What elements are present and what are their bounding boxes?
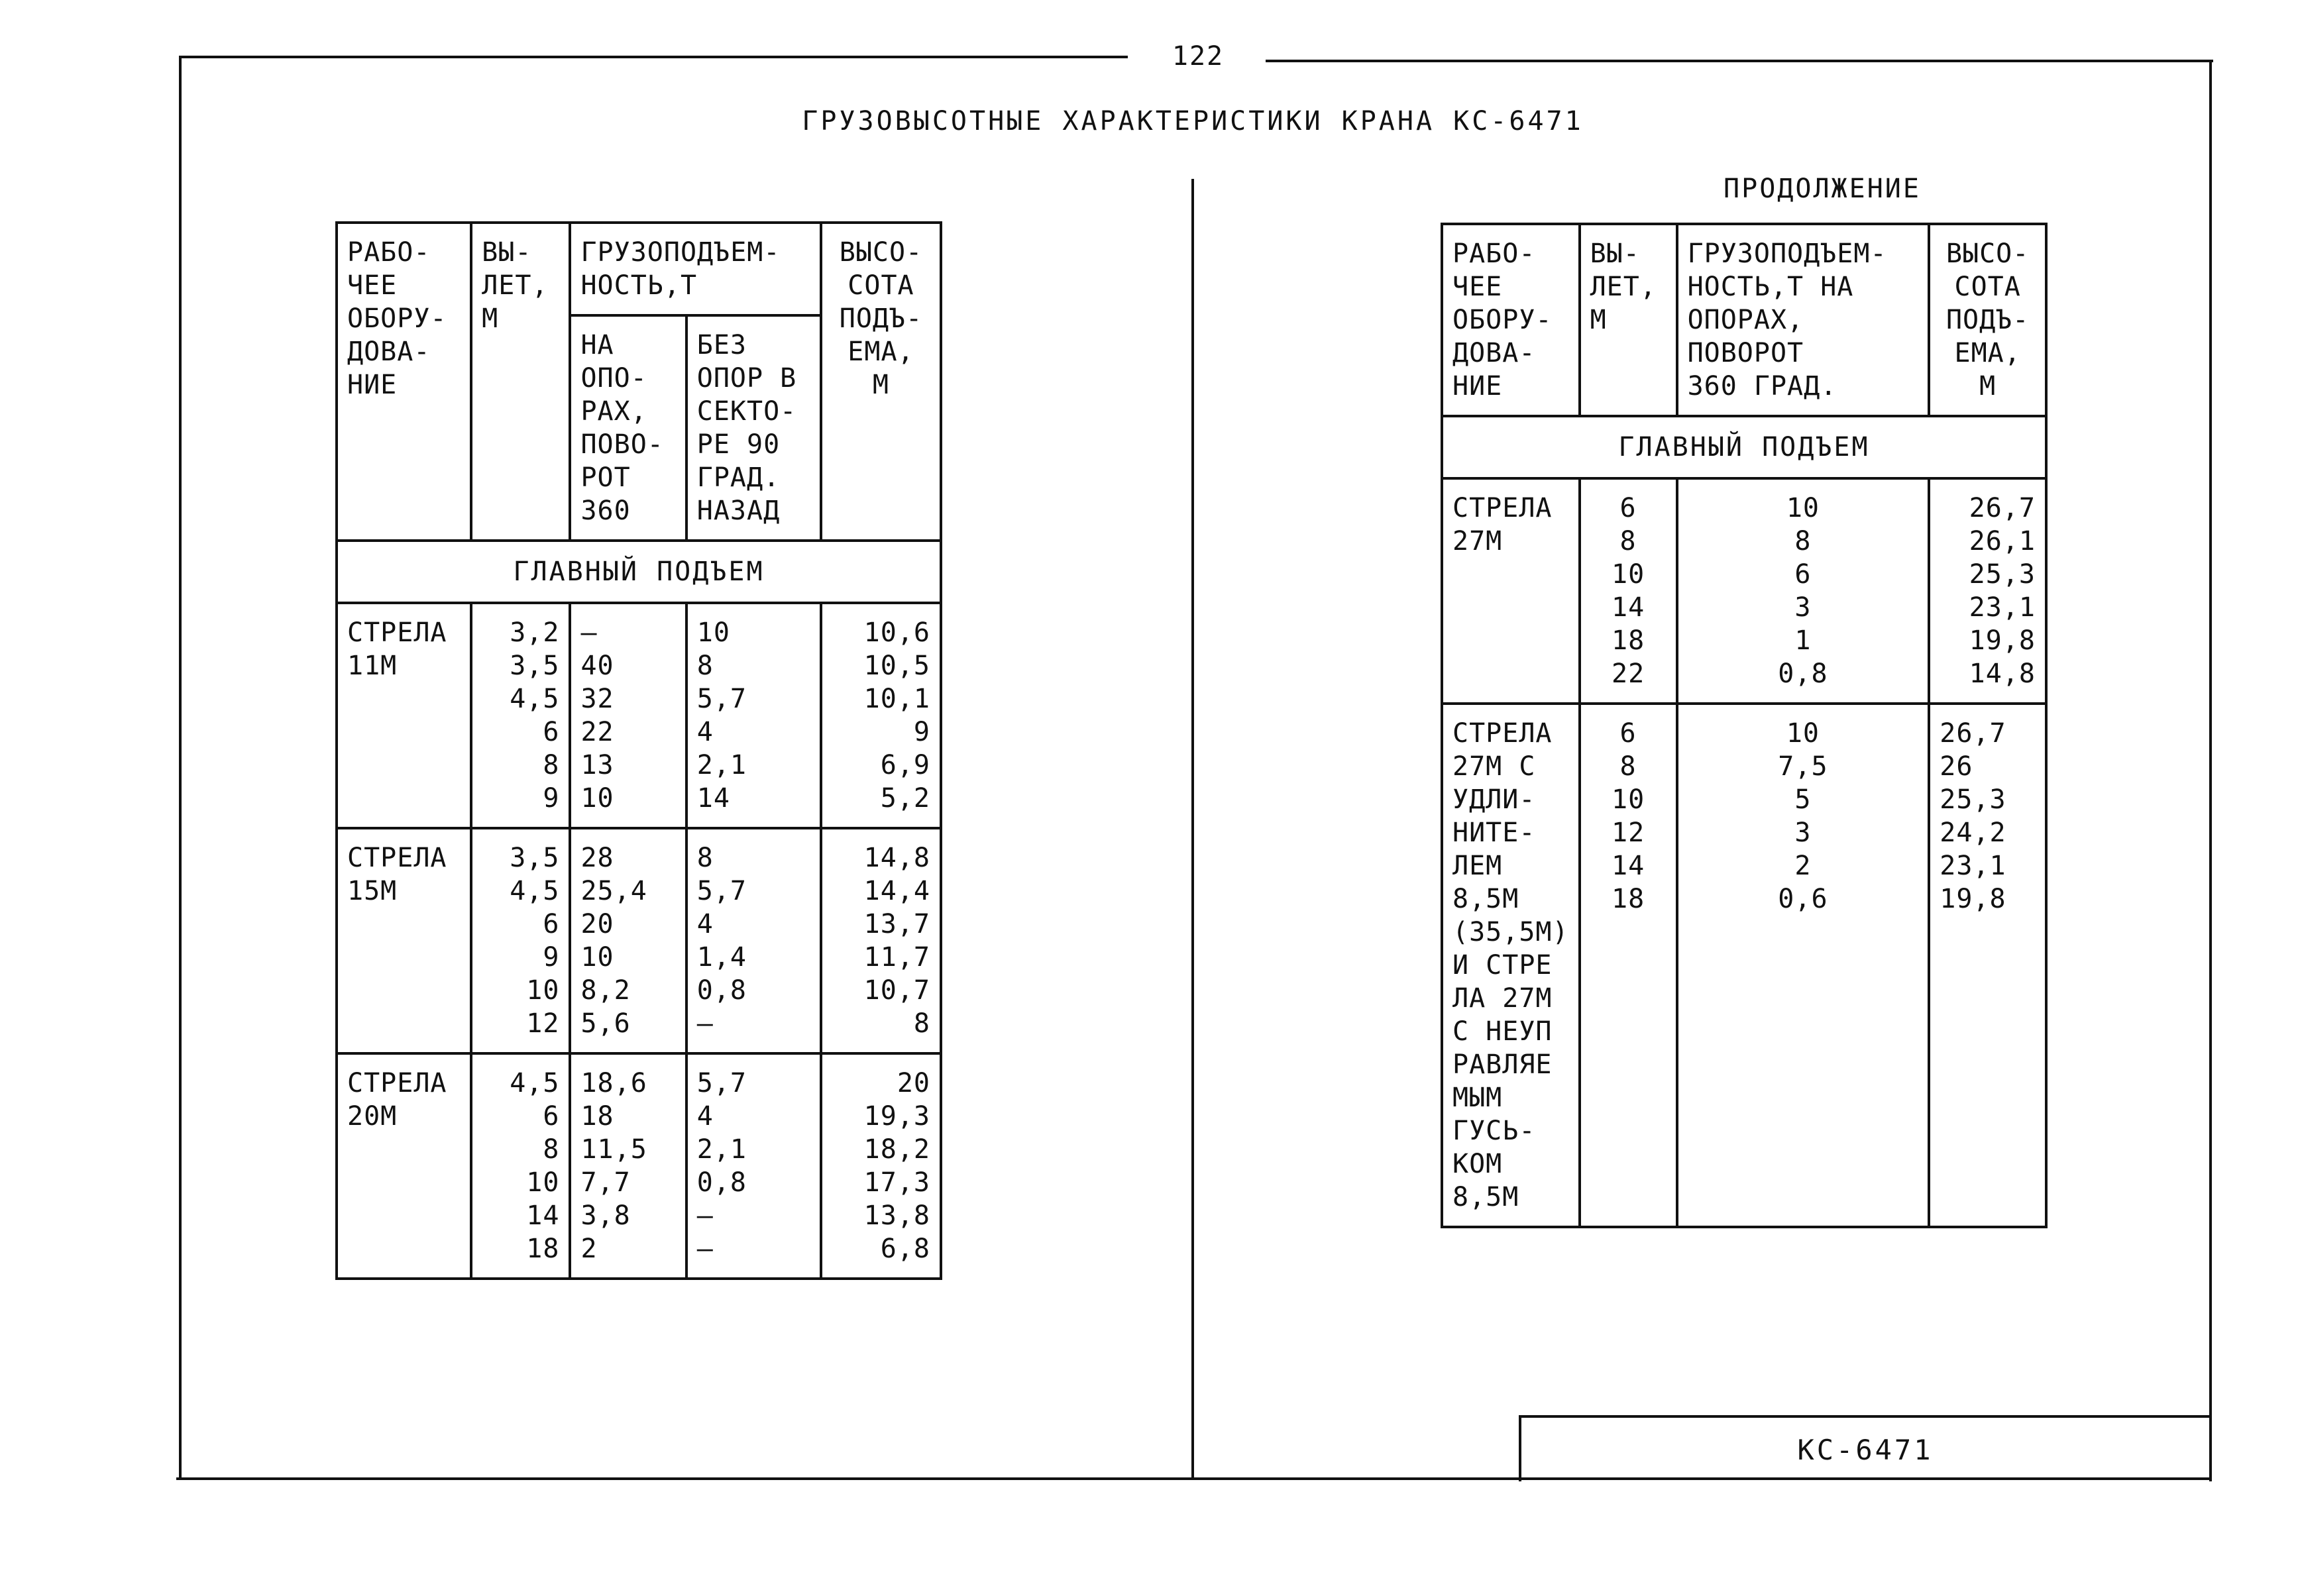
cell-line: (35,5М) xyxy=(1452,917,1569,947)
group-without-supports xyxy=(686,828,821,1053)
cell-line: 5,7 xyxy=(696,876,747,906)
cell-line: НА xyxy=(580,330,614,360)
cell-line: 14 xyxy=(526,1200,560,1231)
table-row xyxy=(337,603,941,828)
group-height xyxy=(821,828,941,1053)
cell-line: СТРЕЛА xyxy=(1452,718,1553,749)
cell-line: 3 xyxy=(1794,818,1812,848)
header-height xyxy=(1929,224,2046,416)
cell-line: 11,5 xyxy=(580,1134,647,1165)
cell-line: МЫМ xyxy=(1452,1083,1503,1113)
cell-line: 6 xyxy=(1619,718,1637,749)
cell-line: 25,3 xyxy=(1940,784,2006,815)
cell-line: 5,2 xyxy=(880,783,930,814)
cell-line: 11М xyxy=(347,651,398,681)
cell-line: 20М xyxy=(347,1101,398,1132)
cell-line: 14 xyxy=(1611,592,1645,623)
page-title: ГРУЗОВЫСОТНЫЕ ХАРАКТЕРИСТИКИ КРАНА КС-6471 xyxy=(802,106,1584,136)
cell-line: 25,4 xyxy=(580,876,647,906)
cell-line: 24,2 xyxy=(1940,818,2006,848)
table-row xyxy=(337,1053,941,1279)
cell-line: 4,5 xyxy=(510,876,560,906)
group-capacity xyxy=(1677,704,1930,1227)
page-number: 122 xyxy=(1132,41,1264,72)
cell-line: 6 xyxy=(543,909,560,939)
header-equipment xyxy=(1442,224,1580,416)
cell-line: 8 xyxy=(543,1134,560,1165)
cell-line: 2,1 xyxy=(696,1134,747,1165)
cell-line: РОТ xyxy=(580,462,631,493)
cell-line: 3,8 xyxy=(580,1200,631,1231)
cell-line: 22 xyxy=(580,717,614,747)
cell-line: 10 xyxy=(1786,718,1820,749)
cell-line: 18 xyxy=(580,1101,614,1132)
cell-line: 19,8 xyxy=(1940,884,2006,914)
table-row xyxy=(337,828,941,1053)
cell-line: 8,5М xyxy=(1452,884,1519,914)
cell-line: 18,6 xyxy=(580,1068,647,1098)
cell-line: 0,8 xyxy=(1778,659,1828,689)
cell-line: 14 xyxy=(1611,851,1645,881)
cell-line: 26,1 xyxy=(1969,526,2036,557)
group-height xyxy=(1929,478,2046,704)
cell-line: 1,4 xyxy=(696,942,747,973)
cell-line: 6 xyxy=(1619,493,1637,523)
cell-line: ЛА 27М xyxy=(1452,983,1553,1014)
cell-line: ГРАД. xyxy=(696,462,781,493)
cell-line: ВЫ- xyxy=(482,237,532,268)
cell-line: 10 xyxy=(580,942,614,973)
cell-line: 10 xyxy=(526,975,560,1006)
header-reach xyxy=(1580,224,1677,416)
cell-line: СОТА xyxy=(1954,272,2021,302)
cell-line: 8,2 xyxy=(580,975,631,1006)
cell-line: 2 xyxy=(1794,851,1812,881)
group-on-supports xyxy=(570,828,686,1053)
cell-line: 10 xyxy=(1611,559,1645,590)
cell-line: РАБО- xyxy=(1452,239,1536,269)
group-on-supports xyxy=(570,603,686,828)
cell-line: 4 xyxy=(696,909,714,939)
cell-line: СТРЕЛА xyxy=(1452,493,1553,523)
cell-line: 18 xyxy=(1611,884,1645,914)
cell-line: 0,8 xyxy=(696,1167,747,1198)
cell-line: 9 xyxy=(543,783,560,814)
cell-line: 10 xyxy=(1786,493,1820,523)
cell-line: 10,7 xyxy=(863,975,930,1006)
section-main-lift: ГЛАВНЫЙ ПОДЪЕМ xyxy=(1442,416,2046,478)
cell-line: ГРУЗОПОДЪЕМ- xyxy=(580,237,781,268)
section-main-lift: ГЛАВНЫЙ ПОДЪЕМ xyxy=(337,541,941,603)
cell-line: – xyxy=(696,1200,714,1231)
group-equipment xyxy=(337,1053,471,1279)
group-on-supports xyxy=(570,1053,686,1279)
cell-line: СТРЕЛА xyxy=(347,617,447,648)
header-capacity xyxy=(1677,224,1930,416)
group-reach xyxy=(471,828,570,1053)
cell-line: 25,3 xyxy=(1969,559,2036,590)
cell-line: – xyxy=(696,1008,714,1039)
cell-line: 3,5 xyxy=(510,651,560,681)
cell-line: ЕМА, xyxy=(848,337,914,367)
cell-line: 13 xyxy=(580,750,614,780)
cell-line: 10 xyxy=(580,783,614,814)
cell-line: 4 xyxy=(696,1101,714,1132)
continuation-label: ПРОДОЛЖЕНИЕ xyxy=(1724,174,1921,204)
right-load-table xyxy=(1441,223,2048,1228)
frame-right xyxy=(2209,60,2212,1481)
cell-line: 17,3 xyxy=(863,1167,930,1198)
cell-line: НИЕ xyxy=(347,370,398,400)
cell-line: ЛЕТ, xyxy=(1590,272,1657,302)
cell-line: ЛЕТ, xyxy=(482,270,549,301)
group-reach xyxy=(471,1053,570,1279)
cell-line: КОМ xyxy=(1452,1149,1503,1179)
cell-line: 23,1 xyxy=(1969,592,2036,623)
header-on-supports xyxy=(570,315,686,541)
cell-line: – xyxy=(696,1234,714,1264)
cell-line: 9 xyxy=(543,942,560,973)
cell-line: 360 xyxy=(580,496,631,526)
cell-line: ГРУЗОПОДЪЕМ- xyxy=(1687,239,1887,269)
cell-line: 6,8 xyxy=(880,1234,930,1264)
cell-line: 14,8 xyxy=(863,843,930,873)
cell-line: 6 xyxy=(1794,559,1812,590)
cell-line: РАВЛЯЕ xyxy=(1452,1049,1553,1080)
cell-line: 4,5 xyxy=(510,1068,560,1098)
cell-line: ЕМА, xyxy=(1954,338,2021,368)
cell-line: СЕКТО- xyxy=(696,396,797,427)
cell-line: 19,3 xyxy=(863,1101,930,1132)
cell-line: 27М С xyxy=(1452,751,1536,782)
group-height xyxy=(821,1053,941,1279)
cell-line: 360 ГРАД. xyxy=(1687,371,1837,401)
cell-line: 9 xyxy=(913,717,930,747)
cell-line: ОПО- xyxy=(580,363,647,394)
cell-line: 15М xyxy=(347,876,398,906)
cell-line: 14,8 xyxy=(1969,659,2036,689)
cell-line: 22 xyxy=(1611,659,1645,689)
cell-line: 5,7 xyxy=(696,1068,747,1098)
cell-line: СТРЕЛА xyxy=(347,1068,447,1098)
cell-line: 20 xyxy=(897,1068,930,1098)
title-block-stamp: КС-6471 xyxy=(1519,1415,2209,1481)
cell-line: 14 xyxy=(696,783,730,814)
cell-line: 3,5 xyxy=(510,843,560,873)
cell-line: 3,2 xyxy=(510,617,560,648)
cell-line: ПОДЪ- xyxy=(1945,305,2030,335)
cell-line: НИТЕ- xyxy=(1452,818,1536,848)
cell-line: 26,7 xyxy=(1940,718,2006,749)
cell-line: 14,4 xyxy=(863,876,930,906)
cell-line: И СТРЕ xyxy=(1452,950,1553,981)
group-equipment xyxy=(1442,478,1580,704)
cell-line: ВЫСО- xyxy=(1945,239,2030,269)
cell-line: М xyxy=(1979,371,1997,401)
cell-line: ОБОРУ- xyxy=(1452,305,1553,335)
cell-line: СОТА xyxy=(848,270,914,301)
cell-line: 12 xyxy=(526,1008,560,1039)
cell-line: ВЫСО- xyxy=(839,237,923,268)
cell-line: РЕ 90 xyxy=(696,429,781,460)
cell-line: 26,7 xyxy=(1969,493,2036,523)
cell-line: 40 xyxy=(580,651,614,681)
cell-line: 32 xyxy=(580,684,614,714)
header-capacity xyxy=(570,223,820,315)
group-height xyxy=(1929,704,2046,1227)
header-without-supports xyxy=(686,315,821,541)
group-without-supports xyxy=(686,1053,821,1279)
cell-line: РАБО- xyxy=(347,237,431,268)
cell-line: 4,5 xyxy=(510,684,560,714)
cell-line: 26 xyxy=(1940,751,1973,782)
cell-line: 8 xyxy=(1794,526,1812,557)
left-load-table xyxy=(335,221,942,1280)
frame-top-left xyxy=(180,56,1128,58)
cell-line: – xyxy=(580,617,598,648)
cell-line: ДОВА- xyxy=(1452,338,1536,368)
cell-line: НИЕ xyxy=(1452,371,1503,401)
header-equipment xyxy=(337,223,471,541)
cell-line: УДЛИ- xyxy=(1452,784,1536,815)
cell-line: 10 xyxy=(696,617,730,648)
cell-line: 6,9 xyxy=(880,750,930,780)
cell-line: БЕЗ xyxy=(696,330,747,360)
cell-line: 8 xyxy=(1619,751,1637,782)
cell-line: 4 xyxy=(696,717,714,747)
cell-line: 8 xyxy=(913,1008,930,1039)
cell-line: 3 xyxy=(1794,592,1812,623)
cell-line: С НЕУП xyxy=(1452,1016,1553,1047)
group-reach xyxy=(1580,704,1677,1227)
cell-line: 10,6 xyxy=(863,617,930,648)
cell-line: 12 xyxy=(1611,818,1645,848)
group-capacity xyxy=(1677,478,1930,704)
cell-line: 18,2 xyxy=(863,1134,930,1165)
cell-line: 8 xyxy=(696,651,714,681)
cell-line: 8 xyxy=(1619,526,1637,557)
cell-line: ОБОРУ- xyxy=(347,303,447,334)
cell-line: 23,1 xyxy=(1940,851,2006,881)
group-without-supports xyxy=(686,603,821,828)
cell-line: ОПОРАХ, xyxy=(1687,305,1804,335)
cell-line: М xyxy=(482,303,499,334)
cell-line: 10 xyxy=(526,1167,560,1198)
cell-line: 11,7 xyxy=(863,942,930,973)
group-equipment xyxy=(337,603,471,828)
cell-line: 13,8 xyxy=(863,1200,930,1231)
cell-line: ЧЕЕ xyxy=(347,270,398,301)
cell-line: 6 xyxy=(543,1101,560,1132)
cell-line: 10,5 xyxy=(863,651,930,681)
cell-line: 8,5М xyxy=(1452,1182,1519,1212)
cell-line: 2,1 xyxy=(696,750,747,780)
cell-line: ГУСЬ- xyxy=(1452,1116,1536,1146)
cell-line: 7,7 xyxy=(580,1167,631,1198)
header-reach xyxy=(471,223,570,541)
cell-line: ПОДЪ- xyxy=(839,303,923,334)
group-equipment xyxy=(337,828,471,1053)
cell-line: ЧЕЕ xyxy=(1452,272,1503,302)
cell-line: ОПОР В xyxy=(696,363,797,394)
cell-line: ВЫ- xyxy=(1590,239,1640,269)
cell-line: 0,6 xyxy=(1778,884,1828,914)
table-row xyxy=(1442,704,2046,1227)
cell-line: 19,8 xyxy=(1969,625,2036,656)
cell-line: ПОВОРОТ xyxy=(1687,338,1804,368)
cell-line: 18 xyxy=(1611,625,1645,656)
cell-line: 2 xyxy=(580,1234,598,1264)
cell-line: 5,6 xyxy=(580,1008,631,1039)
cell-line: 1 xyxy=(1794,625,1812,656)
cell-line: 5,7 xyxy=(696,684,747,714)
cell-line: 10 xyxy=(1611,784,1645,815)
cell-line: 8 xyxy=(696,843,714,873)
frame-left xyxy=(179,56,182,1480)
cell-line: 10,1 xyxy=(863,684,930,714)
cell-line: НАЗАД xyxy=(696,496,781,526)
cell-line: ЛЕМ xyxy=(1452,851,1503,881)
cell-line: ДОВА- xyxy=(347,337,431,367)
cell-line: 20 xyxy=(580,909,614,939)
frame-center-divider xyxy=(1191,179,1194,1480)
cell-line: 27М xyxy=(1452,526,1503,557)
cell-line: 18 xyxy=(526,1234,560,1264)
group-height xyxy=(821,603,941,828)
table-row xyxy=(1442,478,2046,704)
header-height xyxy=(821,223,941,541)
cell-line: 5 xyxy=(1794,784,1812,815)
cell-line: 13,7 xyxy=(863,909,930,939)
cell-line: 7,5 xyxy=(1778,751,1828,782)
cell-line: НОСТЬ,Т xyxy=(580,270,698,301)
cell-line: НОСТЬ,Т НА xyxy=(1687,272,1854,302)
group-reach xyxy=(1580,478,1677,704)
cell-line: 8 xyxy=(543,750,560,780)
cell-line: 6 xyxy=(543,717,560,747)
group-reach xyxy=(471,603,570,828)
cell-line: 28 xyxy=(580,843,614,873)
frame-top-right xyxy=(1266,60,2213,62)
cell-line: СТРЕЛА xyxy=(347,843,447,873)
group-equipment xyxy=(1442,704,1580,1227)
cell-line: РАХ, xyxy=(580,396,647,427)
cell-line: 0,8 xyxy=(696,975,747,1006)
cell-line: ПОВО- xyxy=(580,429,664,460)
cell-line: М xyxy=(1590,305,1607,335)
cell-line: М xyxy=(872,370,889,400)
